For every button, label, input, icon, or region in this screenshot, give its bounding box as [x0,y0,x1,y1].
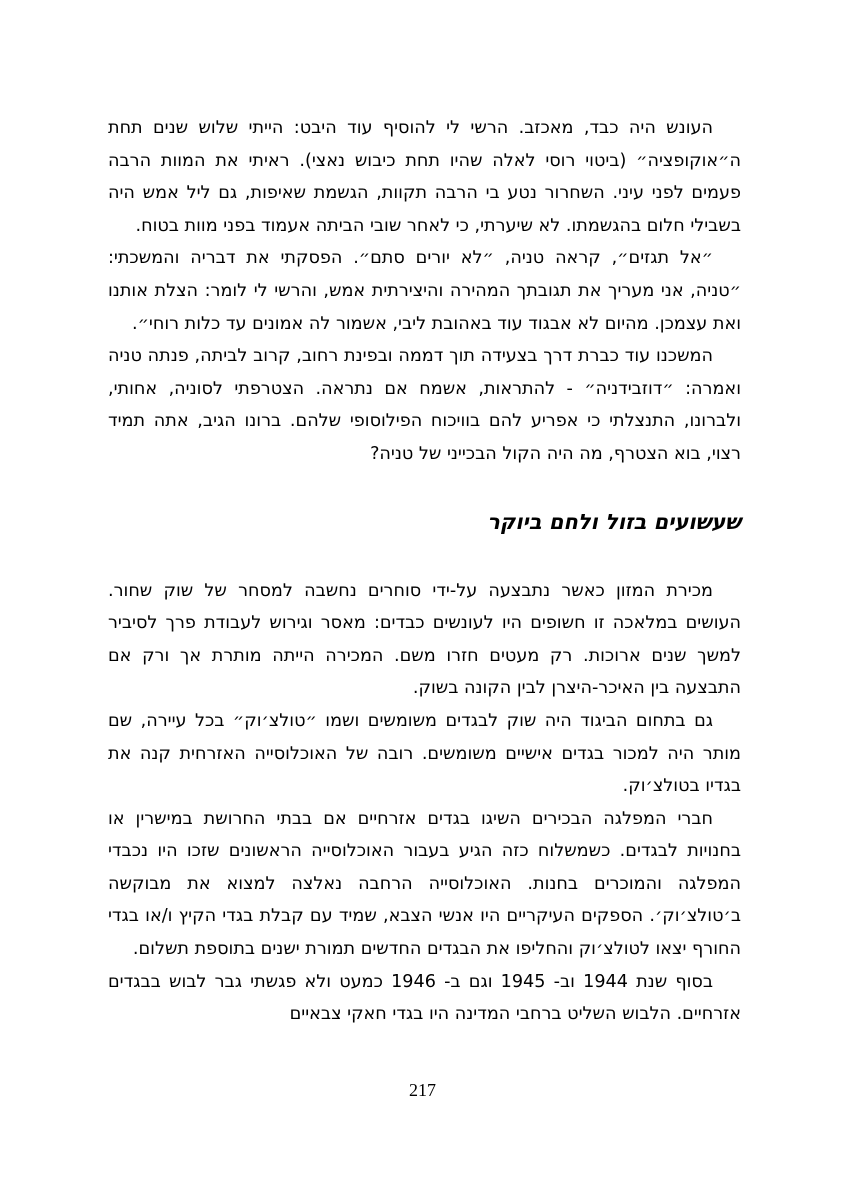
paragraph: חברי המפלגה הבכירים השיגו בגדים אזרחיים אם בבתי החרושת במישרין או בחנויות לבגדים. כשמשלוח כזה הגיע בעבור האוכלוסייה הראשונים שזכו היו נכבדי המפלגה והמוכרים בחנות. האוכלוסייה הרחבה נאלצה למצוא את מבוקשה ב׳טולצ׳וק׳. הספקים העיקריים היו אנשי הצבא, שמיד עם קבלת בגדי הקיץ ו/או בגדי החורף יצאו לטולצ׳וק והחליפו את הבגדים החדשים תמורת ישנים בתוספת תשלום. [108,808,741,960]
paragraph: העונש היה כבד, מאכזב. הרשי לי להוסיף עוד היבט: הייתי שלוש שנים תחת ה״אוקופציה״ (ביטוי רוסי לאלה שהיו תחת כיבוש נאצי). ראיתי את המוות הרבה פעמים לפני עיני. השחרור נטע בי הרבה תקוות, הגשמת שאיפות, גם ליל אמש היה בשבילי חלום בהגשמתו. לא שיערתי, כי לאחר שובי הביתה אעמוד בפני מוות בטוח. [108,118,741,236]
paragraph: מכירת המזון כאשר נתבצעה על-ידי סוחרים נחשבה למסחר של שוק שחור. העושים במלאכה זו חשופים היו לעונשים כבדים: מאסר וגירוש לעבודת פרך לסיביר למשך שנים ארוכות. רק מעטים חזרו משם. המכירה הייתה מותרת אך ורק אם התבצעה בין האיכר-היצרן לבין הקונה בשוק. [108,580,741,699]
page-body [108,112,741,1031]
page-number: 217 [409,1080,436,1100]
paragraph: ״אל תגזים״, קראה טניה, ״לא יורים סתם״. הפסקתי את דבריה והמשכתי: ״טניה, אני מעריך את תגובתך המהירה והיצירתית אמש, והרשי לי לומר: הצלת אותנו ואת עצמכן. מהיום לא אבגוד עוד באהובת ליבי, אשמור לה אמונים עד כלות רוחי״. [108,248,741,334]
paragraph: בסוף שנת 1944 וב- 1945 וגם ב- 1946 כמעט ולא פגשתי גבר לבוש בבגדים אזרחיים. הלבוש השליט ברחבי המדינה היו בגדי חאקי צבאיים [108,971,741,1025]
paragraph: גם בתחום הביגוד היה שוק לבגדים משומשים ושמו ״טולצ׳וק״ בכל עיירה, שם מותר היה למכור בגדים אישיים משומשים. רובה של האוכלוסייה האזרחית קנה את בגדיו בטולצ׳וק. [108,710,741,797]
paragraph: המשכנו עוד כברת דרך בצעידה תוך דממה ובפינת רחוב, קרוב לביתה, פנתה טניה ואמרה: ״דוזבידניה״ - להתראות, אשמח אם נתראה. הצטרפתי לסוניה, אחותי, ולברונו, התנצלתי כי אפריע להם בוויכוח הפילוסופי שלהם. ברונו הגיב, אתה תמיד רצוי, בוא הצטרף, מה היה הקול הבכייני של טניה? [108,346,741,464]
section-title: שעשועים בזול ולחם ביוקר [487,509,741,534]
